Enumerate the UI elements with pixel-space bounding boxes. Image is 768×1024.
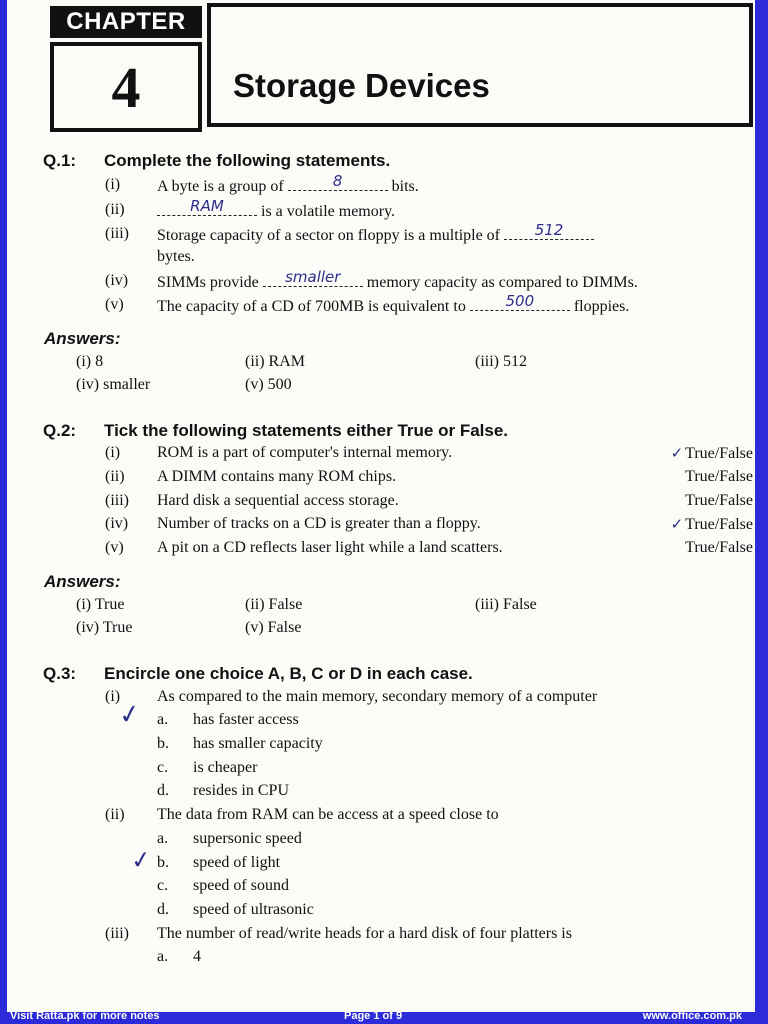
chapter-label: CHAPTER [50,6,202,38]
handwritten-answer: smaller [285,268,341,286]
true-false-label: True/False [685,492,753,509]
answer-item: (iv) True [76,619,133,636]
statement-text: A DIMM contains many ROM chips. [157,468,397,485]
option-text: has smaller capacity [193,735,323,752]
answer-item: (iii) False [475,596,537,613]
answer-item: (ii) False [245,596,303,613]
roman-numeral: (ii) [105,201,125,218]
option-text: speed of ultrasonic [193,901,314,918]
statement-after: bits. [391,178,419,195]
option-text: resides in CPU [193,782,289,799]
option-text: 4 [193,948,201,965]
option-letter: c. [157,759,169,776]
answer-item: (i) True [76,596,125,613]
statement-text: Hard disk a sequential access storage. [157,492,399,509]
chapter-title: Storage Devices [233,67,490,104]
checkmark-icon: ✓ [116,698,144,732]
statement-text [157,172,419,196]
roman-numeral: (v) [105,539,124,556]
chapter-number: 4 [50,42,202,132]
statement-text [157,268,638,292]
option-letter: b. [157,735,169,752]
roman-numeral: (ii) [105,468,125,485]
fill-blank [470,292,570,311]
q1-answers-label: Answers: [44,329,121,348]
statement-before: SIMMs provide [157,274,259,291]
option-letter: a. [157,830,169,847]
statement-text: ROM is a part of computer's internal memory. [157,444,453,461]
q2-number: Q.2: [43,421,77,440]
statement-text: A pit on a CD reflects laser light while a land scatters. [157,539,503,556]
statement-text [157,197,396,221]
option-letter: d. [157,901,169,918]
true-false-choice [671,515,753,534]
true-false-label: True/False [685,445,753,462]
fill-blank [288,172,388,191]
q3-heading-text: Encircle one choice A, B, C or D in each case. [104,664,473,683]
answer-item: (iii) 512 [475,353,527,370]
statement-text [157,292,630,316]
statement-text [157,221,594,245]
roman-numeral: (iv) [105,515,129,532]
statement-after: is a volatile memory. [261,203,396,220]
footer-left-text: Visit Ratta.pk for more notes [10,1010,160,1022]
footer-page-number: Page 1 of 9 [344,1010,403,1022]
true-false-label: True/False [685,516,753,533]
checkmark-icon: ✓ [670,444,684,462]
q2-answers-label: Answers: [44,572,121,591]
true-false-choice [671,444,753,463]
true-false-label: True/False [685,539,753,556]
roman-numeral: (iii) [105,225,129,242]
handwritten-answer: RAM [190,197,224,215]
question-text: As compared to the main memory, secondary memory of a computer [157,688,598,705]
option-letter: b. [157,854,169,871]
answer-item: (ii) RAM [245,353,305,370]
answer-item: (i) 8 [76,353,104,370]
option-text: supersonic speed [193,830,302,847]
checkmark-icon: ✓ [670,515,684,533]
option-letter: a. [157,948,169,965]
option-letter: d. [157,782,169,799]
q2-heading-text: Tick the following statements either True or False. [104,421,509,440]
handwritten-answer: 500 [505,292,535,310]
question-text: The data from RAM can be access at a speed close to [157,806,499,823]
roman-numeral: (i) [105,176,121,193]
fill-blank [504,221,594,240]
statement-before: Storage capacity of a sector on floppy is a multiple of [157,227,501,244]
answer-item: (v) 500 [245,376,292,393]
question-text: The number of read/write heads for a hard disk of four platters is [157,925,572,942]
roman-numeral: (iii) [105,925,129,942]
statement-after: memory capacity as compared to DIMMs. [366,274,638,291]
roman-numeral: (ii) [105,806,125,823]
document-page [7,0,755,1012]
option-letter: a. [157,711,169,728]
handwritten-answer: 512 [534,221,564,239]
handwritten-answer: 8 [332,172,343,190]
footer-right-text: www.office.com.pk [642,1010,742,1022]
option-text: speed of sound [193,877,289,894]
roman-numeral: (v) [105,296,124,313]
roman-numeral: (iii) [105,492,129,509]
checkmark-icon: ✓ [129,844,153,876]
option-letter: c. [157,877,169,894]
true-false-label: True/False [685,468,753,485]
q1-heading-text: Complete the following statements. [104,151,391,170]
statement-before: A byte is a group of [157,178,284,195]
statement-continuation: bytes. [157,248,195,265]
fill-blank [263,268,363,287]
q3-number: Q.3: [43,664,77,683]
roman-numeral: (iv) [105,272,129,289]
roman-numeral: (i) [105,688,121,705]
statement-before: The capacity of a CD of 700MB is equivalent to [157,298,466,315]
statement-after: floppies. [573,298,630,315]
roman-numeral: (i) [105,444,121,461]
answer-item: (iv) smaller [76,376,151,393]
answer-item: (v) False [245,619,302,636]
option-text: has faster access [193,711,299,728]
q1-number: Q.1: [43,151,77,170]
option-text: speed of light [193,854,281,871]
title-box [207,3,753,127]
statement-text: Number of tracks on a CD is greater than a floppy. [157,515,481,532]
fill-blank [157,197,257,216]
option-text: is cheaper [193,759,258,776]
